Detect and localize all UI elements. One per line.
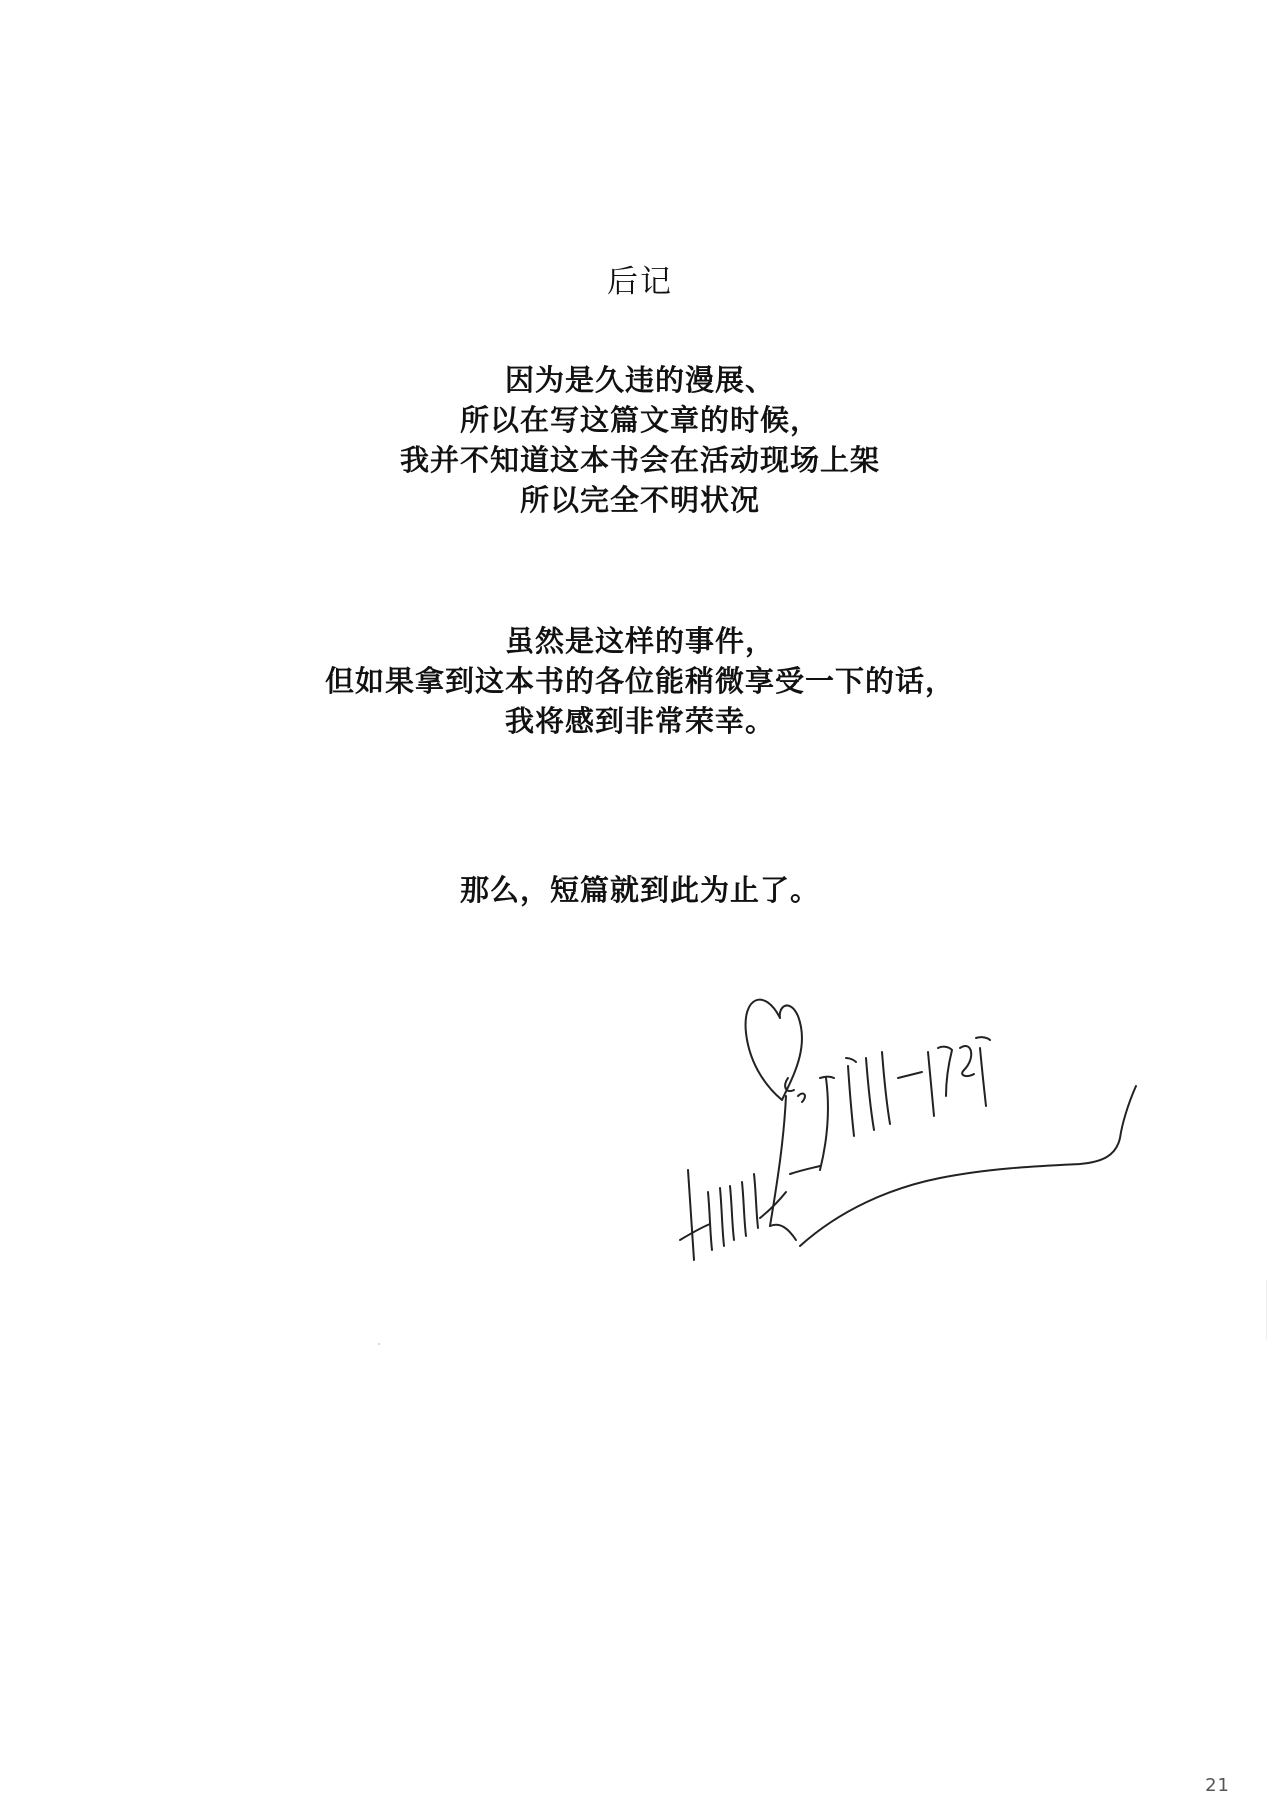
text-line: 我将感到非常荣幸。 [504, 704, 775, 738]
text-line: 所以在写这篇文章的时候， [459, 403, 820, 437]
text-line: 因为是久违的漫展、 [504, 363, 775, 397]
paper-speck [1266, 1280, 1267, 1340]
handwritten-signature [670, 978, 1160, 1278]
text-line: 但如果拿到这本书的各位能稍微享受一下的话， [324, 664, 955, 698]
text-line: 我并不知道这本书会在活动现场上架 [399, 443, 880, 477]
page-number: 21 [1205, 1775, 1230, 1796]
afterword-paragraph-1 [0, 360, 1280, 520]
afterword-title: 后记 [607, 264, 673, 300]
paper-speck [378, 1343, 380, 1345]
text-line: 所以完全不明状况 [519, 483, 760, 517]
text-line: 那么，短篇就到此为止了。 [459, 873, 820, 907]
text-line: 虽然是这样的事件， [504, 624, 775, 658]
afterword-closing [0, 870, 1280, 910]
afterword-paragraph-2 [0, 621, 1280, 741]
